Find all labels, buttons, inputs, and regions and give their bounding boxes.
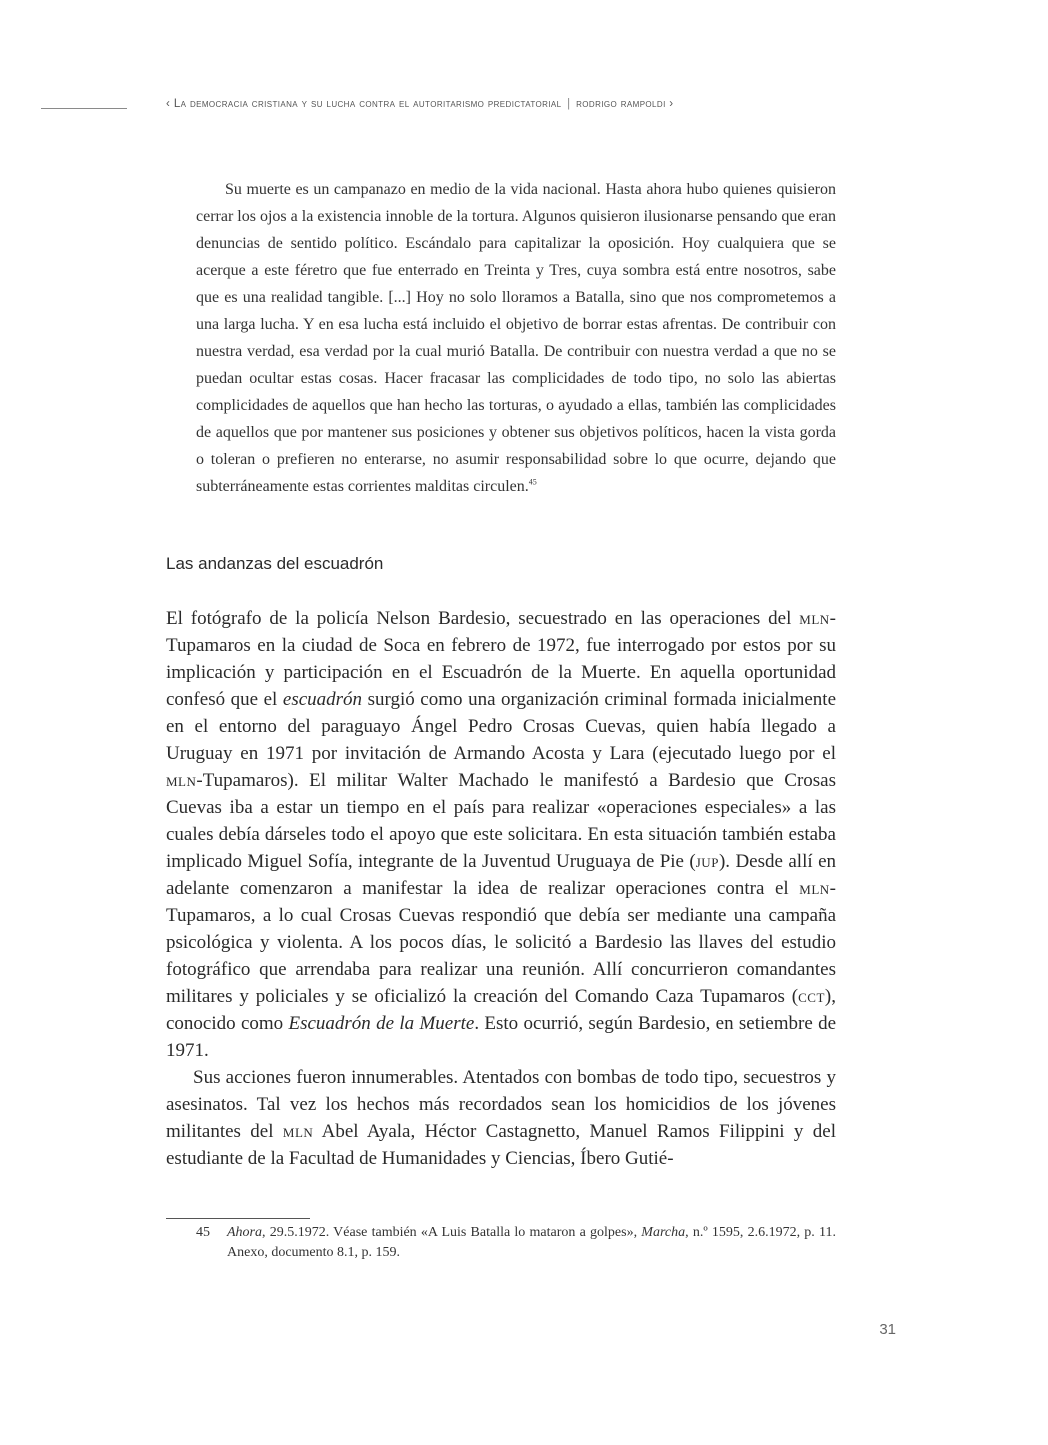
footnote-text-run: , 29.5.1972. Véase también «A Luis Batalla lo mataron a golpes», — [262, 1225, 642, 1240]
section-heading: Las andanzas del escuadrón — [166, 554, 384, 573]
acronym-mln: mln — [799, 878, 830, 899]
footnote — [196, 1223, 836, 1263]
body-text-run: Abel Ayala, Héctor Castagnetto, Manuel Ramos Filippini y del estudiante de la Facultad de Humanidades y Ciencias, Íbero Gutié- — [166, 1121, 836, 1169]
acronym-cct: cct — [798, 986, 825, 1007]
body-text-run: surgió como una organización criminal formada inicialmente en el entorno del paraguayo Ángel Pedro Crosas Cuevas, quien había llegado a Uruguay en 1971 por invitación de Armando Acosta y Lara (ejecutado luego por el — [166, 689, 836, 764]
body-text-run: Sus acciones fueron innumerables. Atentados con bombas de todo tipo, secuestros y asesinatos. Tal vez los hechos más recordados sean los homicidios de los jóvenes militantes del — [166, 1067, 836, 1142]
acronym-mln: mln — [282, 1121, 314, 1142]
body-text-run: ). Desde allí en adelante comenzaron a manifestar la idea de realizar operaciones contra el — [166, 851, 837, 899]
body-text-run: -Tupamaros, a lo cual Crosas Cuevas respondió que debía ser mediante una campaña psicológica y violenta. A los pocos días, le solicitó a Bardesio las llaves del estudio fotográfico que arrendaba para realizar una reunión. Allí concurrieron comandantes militares y policiales y se oficializó la creación del Comando Caza Tupamaros ( — [166, 878, 836, 1007]
body-text-run: -Tupamaros). El militar Walter Machado le manifestó a Bardesio que Crosas Cuevas iba a estar un tiempo en el país para realizar «operaciones especiales» a las cuales debía dárseles todo el apoyo que este solicitara. En esta situación también estaba implicado Miguel Sofía, integrante de la Juventud Uruguaya de Pie ( — [166, 770, 836, 872]
body-paragraph-1 — [166, 605, 836, 1064]
body-paragraph-2 — [166, 1064, 836, 1172]
acronym-mln: mln — [166, 770, 197, 791]
body-text-run: El fotógrafo de la policía Nelson Bardesio, secuestrado en las operaciones del — [166, 608, 800, 629]
page-number: 31 — [879, 1321, 896, 1338]
footnote-emphasis-ahora: Ahora — [227, 1225, 262, 1240]
running-header — [166, 98, 836, 110]
running-header-title: ‹ La democracia cristiana y su lucha contra el autoritarismo predictatorial — [166, 98, 562, 110]
quote-paragraph — [196, 176, 836, 500]
quote-text: Su muerte es un campanazo en medio de la vida nacional. Hasta ahora hubo quienes quisieron cerrar los ojos a la existencia innoble de la tortura. Algunos quisieron ilusionarse pensando que eran denuncias de sentido político. Escándalo para capitalizar la oposición. Hoy cualquiera que se acerque a este féretro que fue enterrado en Treinta y Tres, cuya sombra está entre nosotros, sabe que es una realidad tangible. [...] Hoy no solo lloramos a Batalla, sino que nos comprometemos a una larga lucha. Y en esa lucha está incluido el objetivo de borrar estas afrentas. De contribuir con nuestra verdad, esa verdad por la cual murió Batalla. De contribuir con nuestra verdad a que no se puedan ocultar estas cosas. Hacer fracasar las complicidades de todo tipo, no solo las abiertas complicidades de aquellos que han hecho las torturas, o ayudado a ellas, también las complicidades de aquellos que por mantener sus posiciones y obtener sus objetivos políticos, hacen la vista gorda o toleran o prefieren no enterarse, no asumir responsabilidad sobre lo que ocurre, dejando que subterráneamente estas corrientes malditas circulen. — [196, 181, 836, 495]
emphasis-escuadron: escuadrón — [282, 689, 363, 710]
footnote-rule — [166, 1218, 310, 1219]
body-text-run: . Esto ocurrió, según Bardesio, en setiembre de 1971. — [166, 1013, 836, 1061]
footnote-text — [227, 1223, 836, 1263]
footnote-number: 45 — [196, 1225, 210, 1240]
body-text-run: ), conocido como — [166, 986, 836, 1034]
body-text — [166, 605, 836, 1172]
footnote-emphasis-marcha: Marcha — [641, 1225, 686, 1240]
header-rule — [41, 108, 127, 109]
footnote-text-run: , n.º 1595, 2.6.1972, p. 11. Anexo, documento 8.1, p. 159. — [227, 1225, 836, 1260]
running-header-author: rodrigo rampoldi › — [576, 98, 674, 110]
block-quote — [196, 176, 836, 500]
acronym-mln: mln — [799, 608, 830, 629]
body-text-run: -Tupamaros en la ciudad de Soca en febrero de 1972, fue interrogado por estos por su implicación y participación en el Escuadrón de la Muerte. En aquella oportunidad confesó que el — [166, 608, 836, 710]
running-header-separator: | — [567, 98, 571, 110]
acronym-jup: jup — [695, 851, 719, 872]
footnote-ref: 45 — [528, 477, 537, 487]
emphasis-escuadron-de-la-muerte: Escuadrón de la Muerte — [288, 1013, 475, 1034]
